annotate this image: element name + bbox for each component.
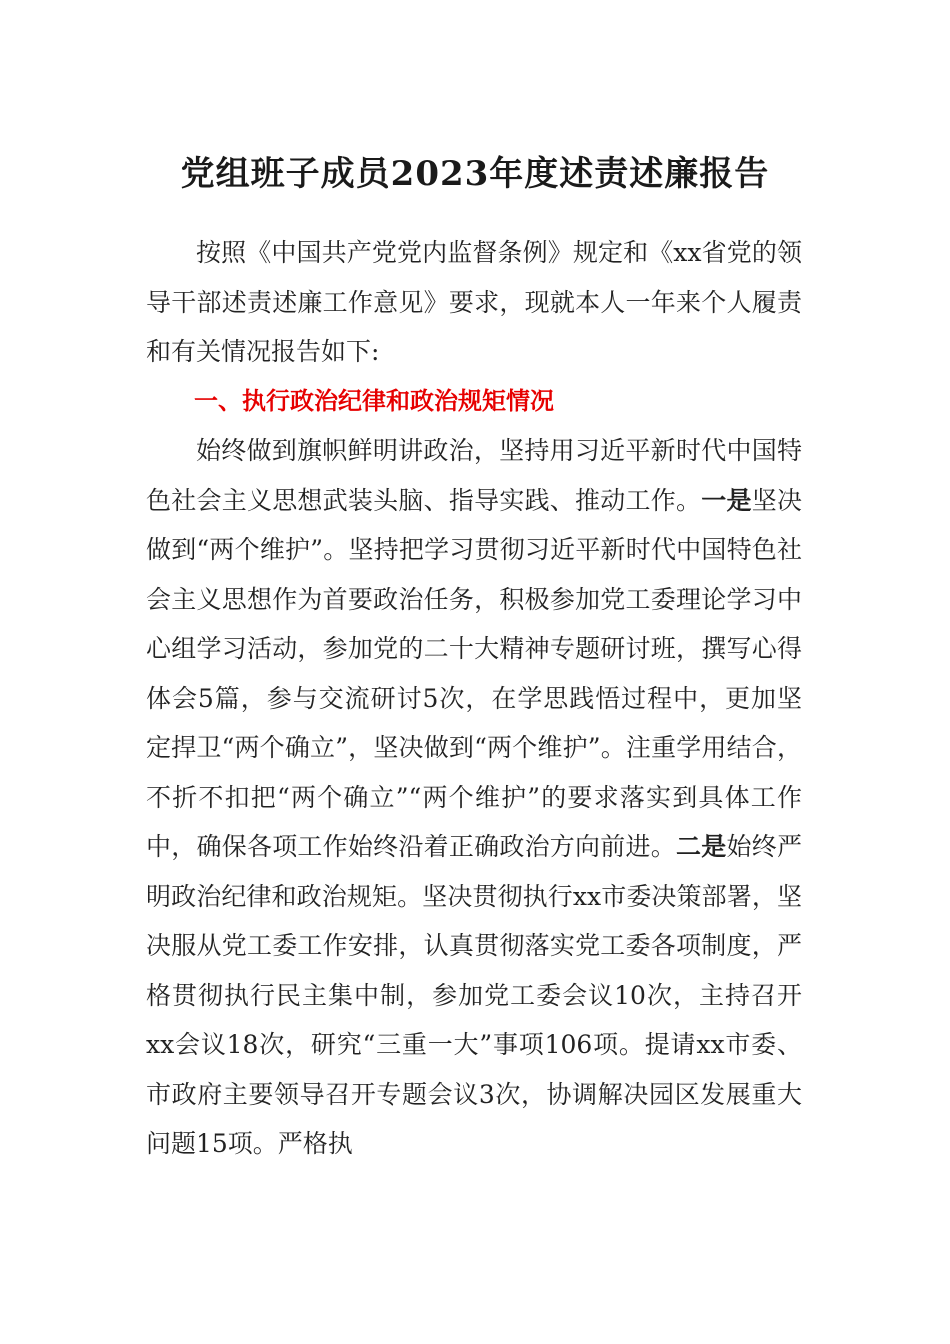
paragraph-text-start: 始终做到旗帜鲜明讲政治，坚持用习近平新时代中国特色社会主义思想武装头脑、指导实践、推动工作。 [146, 436, 802, 515]
section-heading: 一、执行政治纪律和政治规矩情况 [194, 386, 554, 415]
paragraph-text-middle: 坚决做到“两个维护”。坚持把学习贯彻习近平新时代中国特色社会主义思想作为首要政治任务，积极参加党工委理论学习中心组学习活动，参加党的二十大精神专题研讨班，撰写心得体会5篇，参与交流研讨5次，在学思践悟过程中，更加坚定捍卫“两个确立”，坚决做到“两个维护”。注重学用结合，不折不扣把“两个确立”“两个维护”的要求落实到具体工作中，确保各项工作始终沿着正确政治方向前进。 [146, 485, 802, 861]
section-paragraph [146, 426, 802, 1169]
document-title: 党组班子成员2023年度述责述廉报告 [180, 154, 770, 194]
lead-marker-two: 二是 [676, 832, 727, 861]
paragraph-text-end: 始终严明政治纪律和政治规矩。坚决贯彻执行xx市委决策部署，坚决服从党工委工作安排，认真贯彻落实党工委各项制度，严格贯彻执行民主集中制，参加党工委会议10次，主持召开xx会议18次，研究“三重一大”事项106项。提请xx市委、市政府主要领导召开专题会议3次，协调解决园区发展重大问题15项。严格执 [146, 832, 802, 1158]
document-body [146, 228, 802, 1169]
lead-marker-one: 一是 [701, 485, 752, 515]
intro-paragraph: 按照《中国共产党党内监督条例》规定和《xx省党的领导干部述责述廉工作意见》要求，现就本人一年来个人履责和有关情况报告如下: [146, 238, 802, 366]
